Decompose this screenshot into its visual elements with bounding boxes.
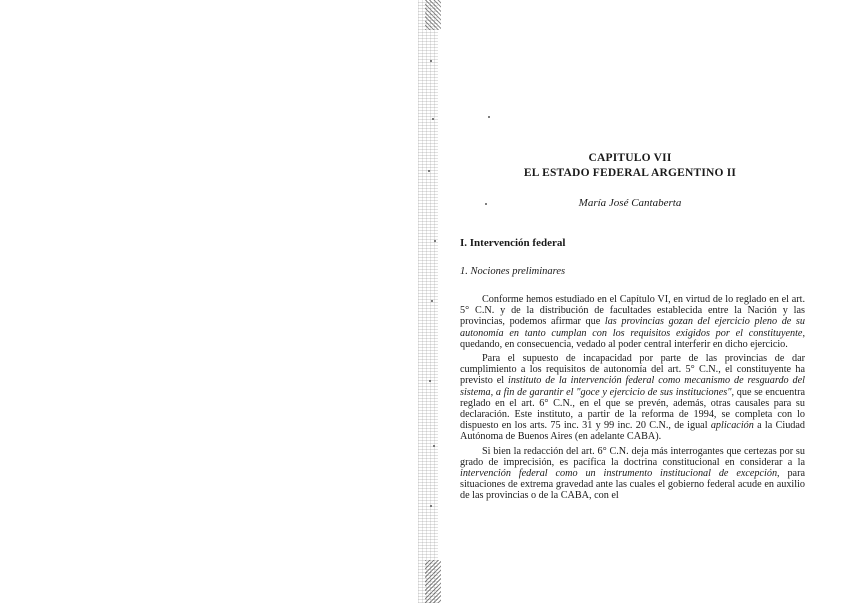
scan-speck — [430, 60, 432, 62]
scan-speck — [434, 240, 436, 242]
scan-speck — [433, 445, 435, 447]
paragraph-text: , para situaciones de extrema gravedad ante las cuales el gobierno federal acude en auxilio de las provincias o de la CABA, con el — [460, 468, 805, 502]
author-name: María José Cantaberta — [578, 197, 682, 209]
scan-speck — [431, 300, 433, 302]
paragraph-text: a la Ciudad Autónoma de Buenos Aires (en adelante CABA). — [460, 420, 805, 443]
section-heading: I. Intervención federal — [460, 237, 566, 249]
scan-speck — [488, 116, 490, 118]
paragraph — [460, 446, 805, 502]
paragraph-text: Si bien la redacción del art. 6° C.N. deja más interrogantes que certezas por su grado de imprecisión, es pacífica la doctrina constitucional en considerar a la — [460, 445, 805, 468]
gutter-noise-top — [425, 0, 441, 30]
paragraph-emphasis: intervención federal como un instrumento institucional de excepción — [460, 468, 778, 480]
scan-speck — [428, 170, 430, 172]
scan-speck — [430, 505, 432, 507]
paragraph-emphasis: las provincias gozan del ejercicio pleno de su autonomía en tanto cumplan con los requisitos exigidos por el constituyente — [460, 316, 805, 339]
chapter-number: CAPITULO VII — [588, 152, 672, 164]
paragraph-emphasis: aplicación — [710, 420, 754, 432]
scan-speck — [432, 118, 434, 120]
paragraph-text: Para el supuesto de incapacidad por parte de las provincias de dar cumplimiento a los requisitos de autonomía del art. 5° C.N., el constituyente ha previsto el — [460, 353, 805, 387]
paragraph-emphasis: instituto de la intervención federal como mecanismo de resguardo del sistema, a fin de garantir el "goce y ejercicio de sus instituciones" — [460, 375, 805, 398]
paragraph — [460, 353, 805, 443]
body-text — [460, 294, 805, 505]
gutter-noise-bottom — [425, 560, 441, 603]
paragraph-text: Conforme hemos estudiado en el Capítulo VI, en virtud de lo reglado en el art. 5° C.N. y de la distribución de facultades establecida entre la Nación y las provincias, podemos afirmar que — [460, 294, 805, 328]
chapter-title: EL ESTADO FEDERAL ARGENTINO II — [523, 167, 737, 179]
paragraph — [460, 294, 805, 350]
page-gutter — [418, 0, 438, 603]
paragraph-text: , que se encuentra reglado en el art. 6° C.N., en el que se prevén, además, otras causales para su declaración. Este instituto, a partir de la reforma de 1994, se completa con lo dispuesto en los arts. 75 inc. 31 y 99 inc. 20 C.N., de igual — [460, 386, 805, 432]
paragraph-text: , quedando, en consecuencia, vedado al poder central interferir en dicho ejercicio. — [460, 327, 805, 350]
scan-speck — [429, 380, 431, 382]
section-subheading: 1. Nociones preliminares — [460, 266, 566, 277]
